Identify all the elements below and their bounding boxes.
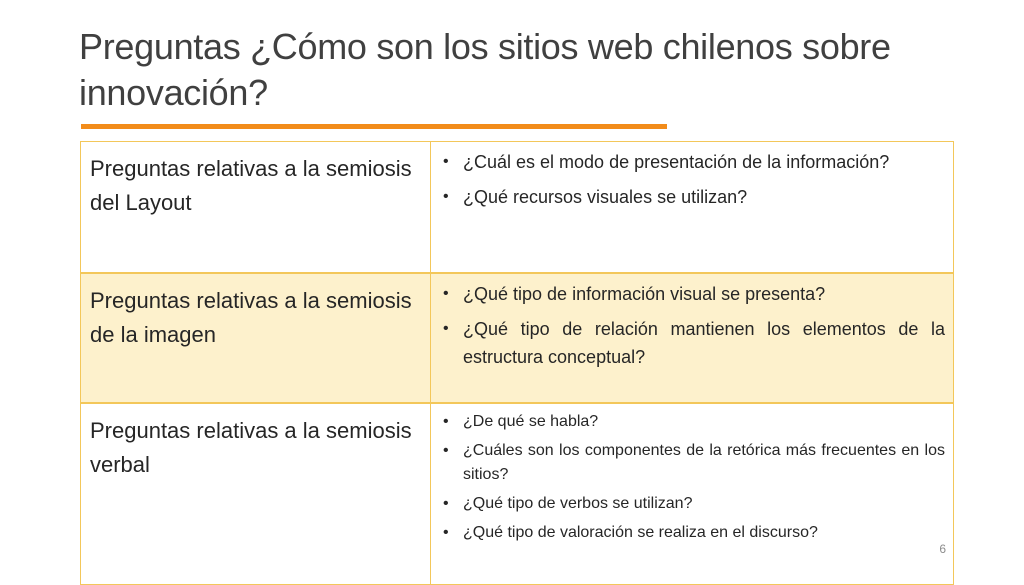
list-item bbox=[443, 521, 945, 545]
list-item bbox=[443, 410, 945, 434]
questions-cell bbox=[431, 142, 954, 274]
table-row bbox=[81, 142, 954, 274]
question-text: ¿Qué tipo de relación mantienen los elementos de la estructura conceptual? bbox=[463, 319, 945, 367]
question-list bbox=[431, 142, 953, 211]
question-text: ¿De qué se habla? bbox=[463, 413, 599, 430]
bullet-icon: • bbox=[443, 153, 449, 170]
question-text: ¿Qué tipo de verbos se utilizan? bbox=[463, 495, 693, 512]
bullet-icon: • bbox=[443, 285, 449, 302]
bullet-icon: • bbox=[443, 495, 449, 512]
row-heading-cell bbox=[81, 273, 431, 403]
bullet-icon: • bbox=[443, 524, 449, 541]
question-text: ¿Qué tipo de información visual se presenta? bbox=[463, 284, 826, 304]
row-heading: Preguntas relativas a la semiosis del Layout bbox=[90, 156, 412, 215]
list-item bbox=[443, 148, 945, 176]
list-item bbox=[443, 183, 945, 211]
slide-title: Preguntas ¿Cómo son los sitios web chilenos sobre innovación? bbox=[79, 26, 891, 113]
questions-cell bbox=[431, 273, 954, 403]
row-heading: Preguntas relativas a la semiosis de la imagen bbox=[90, 288, 412, 347]
list-item bbox=[443, 492, 945, 516]
questions-cell bbox=[431, 403, 954, 585]
bullet-icon: • bbox=[443, 188, 449, 205]
bullet-icon: • bbox=[443, 413, 449, 430]
list-item bbox=[443, 315, 945, 371]
question-text: ¿Cuáles son los componentes de la retórica más frecuentes en los sitios? bbox=[463, 442, 945, 483]
bullet-icon: • bbox=[443, 442, 449, 459]
question-text: ¿Cuál es el modo de presentación de la información? bbox=[463, 152, 890, 172]
row-heading: Preguntas relativas a la semiosis verbal bbox=[90, 418, 412, 477]
bullet-icon: • bbox=[443, 320, 449, 337]
question-text: ¿Qué recursos visuales se utilizan? bbox=[463, 187, 748, 207]
table-row bbox=[81, 403, 954, 585]
row-heading-cell bbox=[81, 403, 431, 585]
question-list bbox=[431, 274, 953, 371]
question-list bbox=[431, 404, 953, 545]
page-number: 6 bbox=[939, 542, 946, 556]
list-item bbox=[443, 280, 945, 308]
question-text: ¿Qué tipo de valoración se realiza en el discurso? bbox=[463, 524, 818, 541]
table-row bbox=[81, 273, 954, 403]
list-item bbox=[443, 439, 945, 487]
row-heading-cell bbox=[81, 142, 431, 274]
questions-table bbox=[80, 141, 954, 585]
title-underline bbox=[81, 124, 667, 129]
